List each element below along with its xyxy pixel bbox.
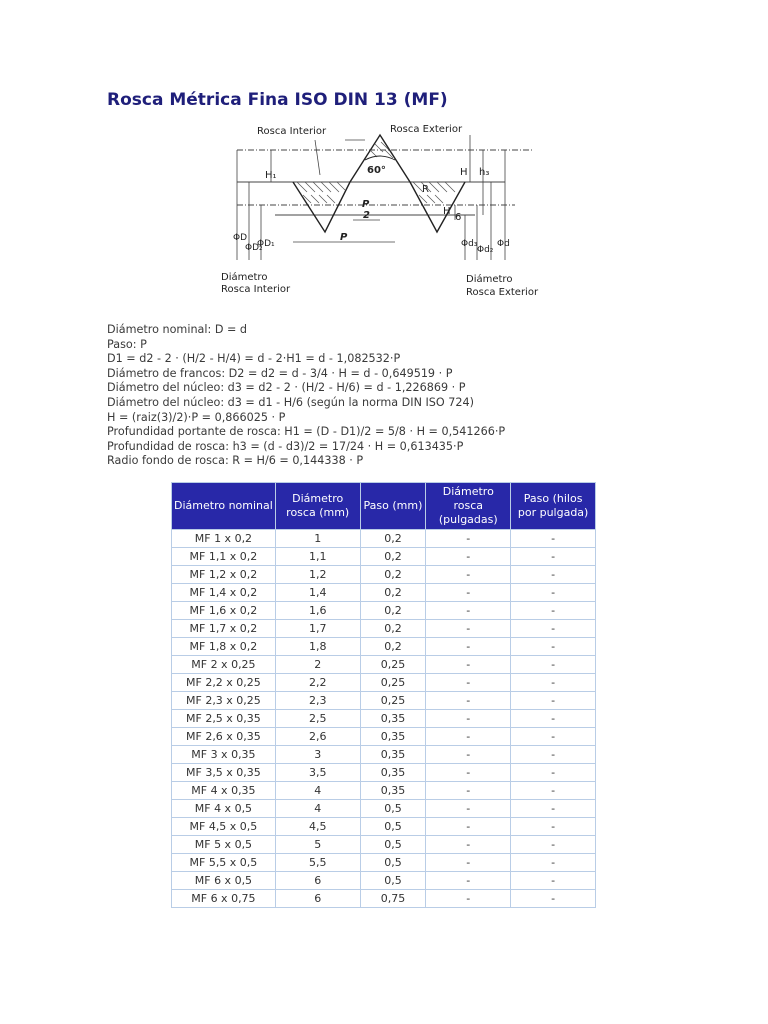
h6-den: 6 xyxy=(455,212,462,223)
table-cell: 0,25 xyxy=(360,674,426,692)
table-cell: MF 3,5 x 0,35 xyxy=(172,764,276,782)
table-cell: 0,75 xyxy=(360,890,426,908)
table-row xyxy=(172,818,596,836)
table-cell: - xyxy=(511,890,596,908)
table-row xyxy=(172,782,596,800)
table-cell: - xyxy=(426,638,511,656)
table-body xyxy=(172,530,596,908)
header-diametro-rosca-mm: Diámetro rosca (mm) xyxy=(275,483,360,530)
diam-interior-line2: Rosca Interior xyxy=(221,284,291,295)
table-cell: - xyxy=(426,818,511,836)
table-cell: 2,6 xyxy=(275,728,360,746)
table-cell: - xyxy=(426,602,511,620)
rosca-exterior-label: Rosca Exterior xyxy=(390,124,463,135)
table-cell: MF 1,1 x 0,2 xyxy=(172,548,276,566)
table-row xyxy=(172,674,596,692)
table-cell: - xyxy=(426,782,511,800)
table-row xyxy=(172,764,596,782)
table-cell: MF 2,6 x 0,35 xyxy=(172,728,276,746)
table-cell: 2,5 xyxy=(275,710,360,728)
table-row xyxy=(172,548,596,566)
table-cell: 0,35 xyxy=(360,746,426,764)
table-cell: - xyxy=(426,728,511,746)
table-cell: 0,35 xyxy=(360,710,426,728)
formula-line: H = (raiz(3)/2)·P = 0,866025 · P xyxy=(107,410,286,424)
formula-line: Paso: P xyxy=(107,337,147,351)
table-cell: MF 1,4 x 0,2 xyxy=(172,584,276,602)
table-cell: - xyxy=(426,710,511,728)
table-cell: - xyxy=(511,746,596,764)
rosca-interior-label: Rosca Interior xyxy=(257,126,327,137)
table-cell: MF 3 x 0,35 xyxy=(172,746,276,764)
formula-line: Radio fondo de rosca: R = H/6 = 0,144338 · P xyxy=(107,454,364,468)
table-cell: MF 4 x 0,35 xyxy=(172,782,276,800)
table-cell: MF 5 x 0,5 xyxy=(172,836,276,854)
table-row xyxy=(172,854,596,872)
table-cell: 4,5 xyxy=(275,818,360,836)
table-cell: - xyxy=(426,764,511,782)
table-cell: MF 4 x 0,5 xyxy=(172,800,276,818)
table-cell: MF 1,6 x 0,2 xyxy=(172,602,276,620)
table-cell: MF 6 x 0,75 xyxy=(172,890,276,908)
table-cell: - xyxy=(511,836,596,854)
thread-table xyxy=(171,482,596,908)
formula-line: Diámetro de francos: D2 = d2 = d - 3/4 · H = d - 0,649519 · P xyxy=(107,366,453,380)
table-cell: 2,2 xyxy=(275,674,360,692)
p-label: P xyxy=(340,232,348,243)
table-cell: MF 4,5 x 0,5 xyxy=(172,818,276,836)
table-row xyxy=(172,566,596,584)
table-cell: - xyxy=(511,584,596,602)
table-cell: 5,5 xyxy=(275,854,360,872)
table-cell: 0,2 xyxy=(360,548,426,566)
h3-label: h₃ xyxy=(479,167,490,178)
table-cell: MF 5,5 x 0,5 xyxy=(172,854,276,872)
table-cell: - xyxy=(426,890,511,908)
table-cell: 0,35 xyxy=(360,782,426,800)
table-cell: 0,2 xyxy=(360,584,426,602)
page-title: Rosca Métrica Fina ISO DIN 13 (MF) xyxy=(107,90,448,110)
header-diametro-nominal: Diámetro nominal xyxy=(172,483,276,530)
table-cell: - xyxy=(426,746,511,764)
table-cell: 5 xyxy=(275,836,360,854)
table-cell: - xyxy=(511,692,596,710)
table-row xyxy=(172,584,596,602)
p-half-num: P xyxy=(362,199,370,210)
phid-label: Φd xyxy=(497,239,510,249)
table-cell: - xyxy=(426,674,511,692)
table-cell: - xyxy=(511,548,596,566)
table-cell: - xyxy=(511,566,596,584)
table-row xyxy=(172,872,596,890)
table-cell: - xyxy=(511,728,596,746)
table-cell: 3,5 xyxy=(275,764,360,782)
diam-interior-line1: Diámetro xyxy=(221,272,268,283)
table-cell: MF 1,8 x 0,2 xyxy=(172,638,276,656)
diam-exterior-line2: Rosca Exterior xyxy=(466,287,539,298)
table-row xyxy=(172,800,596,818)
table-cell: - xyxy=(426,872,511,890)
h1-label: H₁ xyxy=(265,170,277,181)
table-cell: 1 xyxy=(275,530,360,548)
table-cell: - xyxy=(511,530,596,548)
table-cell: 0,25 xyxy=(360,692,426,710)
table-cell: 0,25 xyxy=(360,656,426,674)
table-cell: MF 1,2 x 0,2 xyxy=(172,566,276,584)
table-cell: 1,4 xyxy=(275,584,360,602)
table-row xyxy=(172,638,596,656)
table-row xyxy=(172,656,596,674)
table-cell: 0,2 xyxy=(360,602,426,620)
table-cell: - xyxy=(426,656,511,674)
formula-line: Profundidad de rosca: h3 = (d - d3)/2 = 17/24 · H = 0,613435·P xyxy=(107,439,464,453)
table-cell: 1,6 xyxy=(275,602,360,620)
table-cell: - xyxy=(426,854,511,872)
table-cell: MF 1,7 x 0,2 xyxy=(172,620,276,638)
table-cell: - xyxy=(426,584,511,602)
table-cell: MF 2,2 x 0,25 xyxy=(172,674,276,692)
H-label: H xyxy=(460,167,468,178)
table-cell: - xyxy=(426,530,511,548)
formula-list xyxy=(107,323,505,469)
angle-label: 60° xyxy=(367,165,386,176)
table-cell: - xyxy=(426,548,511,566)
table-cell: 1,8 xyxy=(275,638,360,656)
h6-num: H xyxy=(443,206,451,217)
thread-profile-diagram xyxy=(215,120,550,305)
table-cell: - xyxy=(426,800,511,818)
table-cell: 0,5 xyxy=(360,836,426,854)
table-cell: - xyxy=(511,854,596,872)
table-cell: - xyxy=(511,602,596,620)
table-cell: - xyxy=(511,674,596,692)
table-row xyxy=(172,728,596,746)
table-cell: - xyxy=(511,710,596,728)
table-cell: 2,3 xyxy=(275,692,360,710)
table-cell: 0,5 xyxy=(360,854,426,872)
phiD-label: ΦD xyxy=(233,233,248,243)
table-header-row xyxy=(172,483,596,530)
table-cell: 0,5 xyxy=(360,872,426,890)
table-cell: MF 2,5 x 0,35 xyxy=(172,710,276,728)
phid3-label: Φd₃ xyxy=(461,239,478,249)
table-cell: - xyxy=(511,818,596,836)
formula-line: Diámetro del núcleo: d3 = d2 - 2 · (H/2 - H/6) = d - 1,226869 · P xyxy=(107,381,466,395)
table-row xyxy=(172,530,596,548)
table-row xyxy=(172,836,596,854)
formula-line: Diámetro nominal: D = d xyxy=(107,323,248,336)
table-row xyxy=(172,620,596,638)
table-row xyxy=(172,890,596,908)
table-cell: 4 xyxy=(275,782,360,800)
p-half-den: 2 xyxy=(363,210,370,221)
table-row xyxy=(172,746,596,764)
phiD2-label: ΦD₂ xyxy=(245,243,263,253)
table-cell: 6 xyxy=(275,872,360,890)
formula-line: Profundidad portante de rosca: H1 = (D - D1)/2 = 5/8 · H = 0,541266·P xyxy=(107,425,506,439)
R-label: R xyxy=(422,184,429,195)
table-cell: 0,35 xyxy=(360,764,426,782)
table-cell: 1,7 xyxy=(275,620,360,638)
table-row xyxy=(172,710,596,728)
table-cell: 1,2 xyxy=(275,566,360,584)
table-cell: MF 1 x 0,2 xyxy=(172,530,276,548)
table-cell: 0,2 xyxy=(360,620,426,638)
table-cell: 0,2 xyxy=(360,638,426,656)
table-cell: MF 2,3 x 0,25 xyxy=(172,692,276,710)
table-row xyxy=(172,692,596,710)
table-row xyxy=(172,602,596,620)
header-diametro-rosca-pulgadas: Diámetro rosca (pulgadas) xyxy=(426,483,511,530)
table-cell: 0,2 xyxy=(360,566,426,584)
table-cell: - xyxy=(511,620,596,638)
table-cell: 4 xyxy=(275,800,360,818)
table-cell: - xyxy=(511,656,596,674)
phiD1-label: ΦD₁ xyxy=(257,239,275,249)
phid2-label: Φd₂ xyxy=(477,245,494,255)
table-cell: - xyxy=(511,638,596,656)
table-cell: - xyxy=(426,692,511,710)
table-cell: MF 6 x 0,5 xyxy=(172,872,276,890)
table-cell: 3 xyxy=(275,746,360,764)
table-cell: - xyxy=(426,620,511,638)
table-cell: - xyxy=(426,566,511,584)
table-cell: 0,35 xyxy=(360,728,426,746)
header-paso-hilos: Paso (hilos por pulgada) xyxy=(511,483,596,530)
table-cell: MF 2 x 0,25 xyxy=(172,656,276,674)
table-cell: 1,1 xyxy=(275,548,360,566)
table-cell: 6 xyxy=(275,890,360,908)
formula-line: D1 = d2 - 2 · (H/2 - H/4) = d - 2·H1 = d - 1,082532·P xyxy=(107,352,401,366)
table-cell: 0,5 xyxy=(360,818,426,836)
formula-line: Diámetro del núcleo: d3 = d1 - H/6 (según la norma DIN ISO 724) xyxy=(107,395,474,409)
table-cell: - xyxy=(511,800,596,818)
table-cell: 2 xyxy=(275,656,360,674)
table-cell: 0,2 xyxy=(360,530,426,548)
table-cell: - xyxy=(511,764,596,782)
table-cell: - xyxy=(426,836,511,854)
header-paso-mm: Paso (mm) xyxy=(360,483,426,530)
diam-exterior-line1: Diámetro xyxy=(466,274,513,285)
table-cell: 0,5 xyxy=(360,800,426,818)
table-cell: - xyxy=(511,872,596,890)
table-cell: - xyxy=(511,782,596,800)
